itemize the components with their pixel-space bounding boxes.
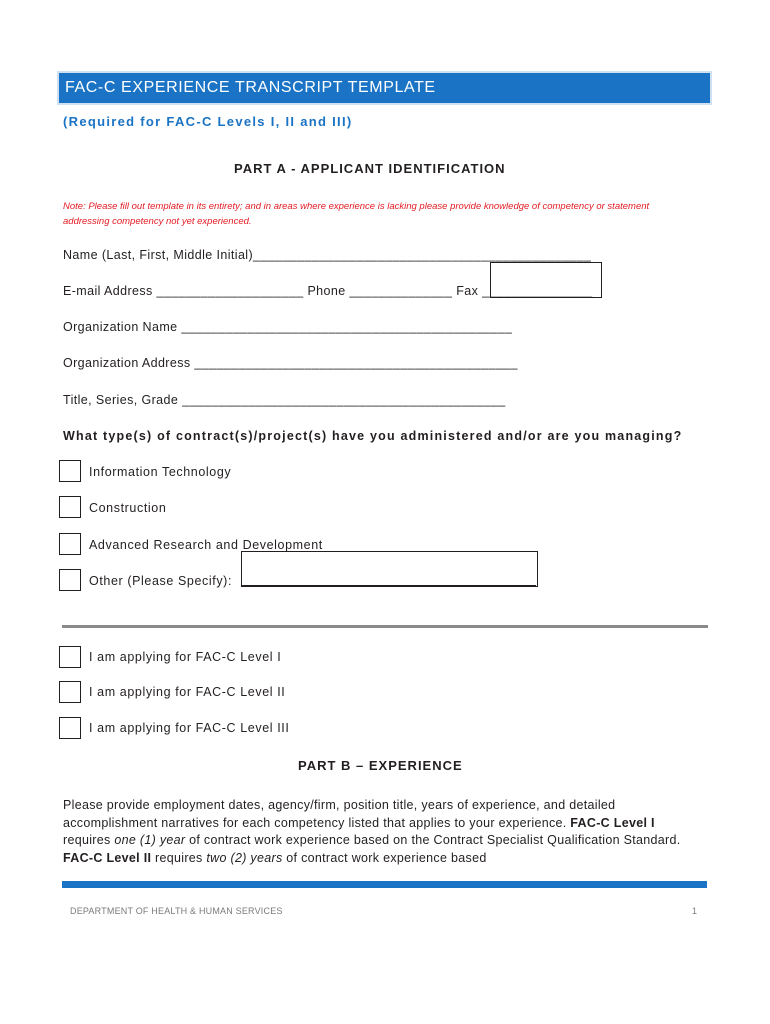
checkbox-level-1[interactable] bbox=[59, 646, 81, 668]
section-divider bbox=[62, 625, 708, 628]
page-number: 1 bbox=[692, 906, 698, 916]
organization-address-field[interactable]: Organization Address ____________________________________________ bbox=[63, 356, 518, 370]
title-series-grade-field[interactable]: Title, Series, Grade ____________________________________________ bbox=[63, 393, 506, 407]
contract-type-question: What type(s) of contract(s)/project(s) have you administered and/or are you managing? bbox=[63, 429, 683, 443]
checkbox-construction[interactable] bbox=[59, 496, 81, 518]
contact-field[interactable]: E-mail Address ____________________ Phone ______________ Fax _______________ bbox=[63, 284, 593, 298]
footer-department: DEPARTMENT OF HEALTH & HUMAN SERVICES bbox=[70, 906, 283, 916]
para-text-2: requires bbox=[63, 833, 115, 847]
checkbox-other[interactable] bbox=[59, 569, 81, 591]
document-subtitle: (Required for FAC-C Levels I, II and III) bbox=[63, 114, 353, 129]
fax-entry-box[interactable] bbox=[490, 262, 602, 298]
para-bold-level-2: FAC-C Level II bbox=[63, 850, 152, 865]
label-other-specify: Other (Please Specify): bbox=[89, 574, 233, 588]
para-text-3: of contract work experience based on the Contract Specialist Qualification Standard. bbox=[185, 833, 681, 847]
label-advanced-research: Advanced Research and Development bbox=[89, 538, 323, 552]
checkbox-information-technology[interactable] bbox=[59, 460, 81, 482]
para-text-1: Please provide employment dates, agency/firm, position title, years of experience, and detailed accomplishment narratives for each competency listed that applies to your experience. bbox=[63, 798, 616, 830]
name-field[interactable]: Name (Last, First, Middle Initial)______________________________________________ bbox=[63, 248, 592, 262]
other-specify-input[interactable] bbox=[241, 551, 538, 587]
para-text-5: of contract work experience based bbox=[282, 850, 487, 865]
checkbox-advanced-research[interactable] bbox=[59, 533, 81, 555]
para-text-4: requires bbox=[151, 850, 207, 865]
label-construction: Construction bbox=[89, 501, 167, 515]
document-title: FAC-C EXPERIENCE TRANSCRIPT TEMPLATE bbox=[65, 79, 436, 96]
label-level-2: I am applying for FAC-C Level II bbox=[89, 685, 286, 699]
label-information-technology: Information Technology bbox=[89, 465, 232, 479]
checkbox-level-3[interactable] bbox=[59, 717, 81, 739]
title-banner bbox=[57, 71, 712, 105]
footer-bar bbox=[62, 881, 707, 888]
para-bold-level-1: FAC-C Level I bbox=[570, 815, 655, 830]
label-level-1: I am applying for FAC-C Level I bbox=[89, 650, 282, 664]
part-b-heading: PART B – EXPERIENCE bbox=[298, 758, 463, 773]
para-italic-two-years: two (2) years bbox=[206, 850, 283, 865]
label-level-3: I am applying for FAC-C Level III bbox=[89, 721, 290, 735]
checkbox-level-2[interactable] bbox=[59, 681, 81, 703]
para-italic-one-year: one (1) year bbox=[114, 833, 186, 847]
part-a-heading: PART A - APPLICANT IDENTIFICATION bbox=[234, 161, 506, 176]
experience-instructions bbox=[63, 797, 698, 867]
instruction-note: Note: Please fill out template in its entirety; and in areas where experience is lacking please provide knowledge of competency or statement addressing competency not yet experienced. bbox=[63, 201, 650, 227]
organization-name-field[interactable]: Organization Name _____________________________________________ bbox=[63, 320, 513, 334]
